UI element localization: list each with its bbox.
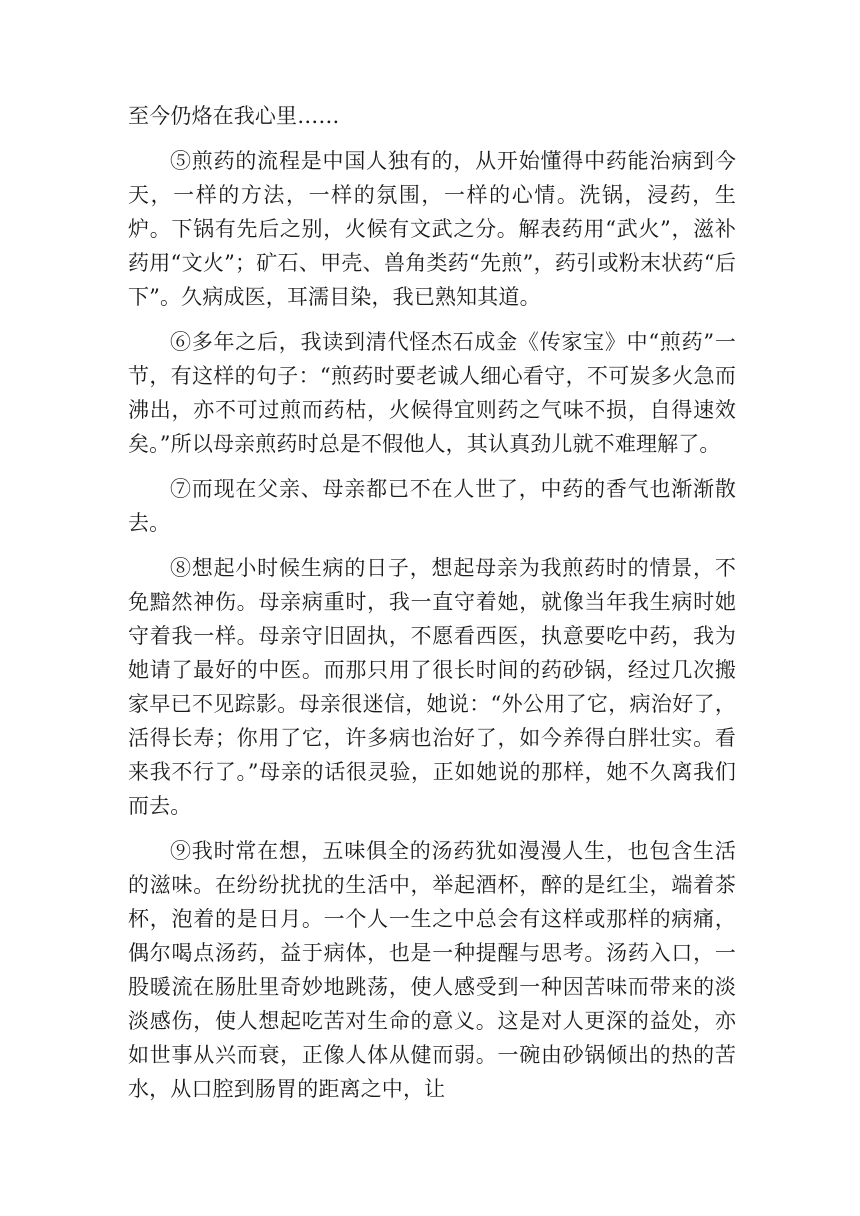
paragraph-6: ⑥多年之后，我读到清代怪杰石成金《传家宝》中“煎药”一节，有这样的句子：“煎药时要老诚人细心看守，不可炭多火急而沸出，亦不可过煎而药枯，火候得宜则药之气味不损，自得速效矣。”所以母亲煎药时总是不假他人，其认真劲儿就不难理解了。 <box>128 330 736 456</box>
paragraph-8: ⑧想起小时候生病的日子，想起母亲为我煎药时的情景，不免黯然神伤。母亲病重时，我一直守着她，就像当年我生病时她守着我一样。母亲守旧固执，不愿看西医，执意要吃中药，我为她请了最好的中医。而那只用了很长时间的药砂锅，经过几次搬家早已不见踪影。母亲很迷信，她说：“外公用了它，病治好了，活得长寿；你用了它，许多病也治好了，如今养得白胖壮实。看来我不行了。”母亲的话很灵验，正如她说的那样，她不久离我们而去。 <box>128 556 736 818</box>
document-page <box>128 99 736 1117</box>
paragraph-continuation: 至今仍烙在我心里…… <box>128 104 340 128</box>
paragraph-9: ⑨我时常在想，五味俱全的汤药犹如漫漫人生，也包含生活的滋味。在纷纷扰扰的生活中，举起酒杯，醉的是红尘，端着茶杯，泡着的是日月。一个人一生之中总会有这样或那样的病痛，偶尔喝点汤药，益于病体，也是一种提醒与思考。汤药入口，一股暖流在肠肚里奇妙地跳荡，使人感受到一种因苦味而带来的淡淡感伤，使人想起吃苦对生命的意义。这是对人更深的益处，亦如世事从兴而衰，正像人体从健而弱。一碗由砂锅倾出的热的苦水，从口腔到肠胃的距离之中，让 <box>128 839 736 1101</box>
paragraph-5: ⑤煎药的流程是中国人独有的，从开始懂得中药能治病到今天，一样的方法，一样的氛围，一样的心情。洗锅，浸药，生炉。下锅有先后之别，火候有文武之分。解表药用“武火”，滋补药用“文火”；矿石、甲壳、兽角类药“先煎”，药引或粉末状药“后下”。久病成医，耳濡目染，我已熟知其道。 <box>128 149 736 309</box>
paragraph-7: ⑦而现在父亲、母亲都已不在人世了，中药的香气也渐渐散去。 <box>128 477 736 535</box>
